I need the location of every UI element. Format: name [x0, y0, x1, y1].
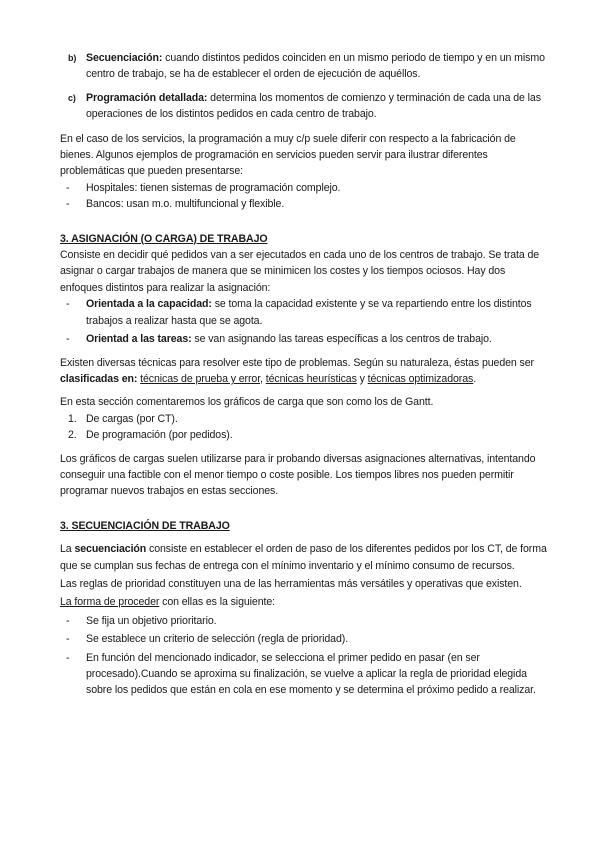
list-item: 1. De cargas (por CT).	[68, 412, 178, 425]
gantt-paragraph: En esta sección comentaremos los gráficos de carga que son como los de Gantt.	[60, 396, 434, 409]
list-item: - Se establece un criterio de selección (regla de prioridad).	[60, 631, 550, 647]
dash-marker: -	[66, 181, 70, 194]
technique-link: técnicas de prueba y error	[140, 372, 261, 385]
techniques-paragraph: Existen diversas técnicas para resolver este tipo de problemas. Según su naturaleza, éstas pueden ser clasificadas en: técnicas de prueba y error, técnicas heurísticas y técnicas optimizadoras.	[60, 356, 534, 385]
list-item	[60, 180, 550, 196]
technique-link: técnicas optimizadoras	[367, 372, 474, 385]
list-item-text: determina los momentos de comienzo y terminación de cada una de las operaciones de los distintos pedidos en cada centro de trabajo.	[86, 91, 541, 121]
section-heading-secuenciacion: 3. SECUENCIACIÓN DE TRABAJO	[60, 519, 230, 532]
list-item-b	[60, 50, 550, 83]
document-page	[60, 50, 550, 699]
list-item	[60, 296, 550, 329]
rules-paragraph: Las reglas de prioridad constituyen una de las herramientas más versátiles y operativas que existen.	[60, 577, 522, 590]
list-item-term: Orientada a la capacidad:	[86, 298, 212, 311]
list-item: - Se fija un objetivo prioritario.	[60, 613, 550, 629]
list-item-term: Orientad a las tareas:	[86, 333, 192, 346]
seq-intro: La secuenciación consiste en establecer el orden de paso de los diferentes pedidos por los CT, de forma que se cumplan sus fechas de entrega con el mínimo inventario y el mínimo consumo de recursos.	[60, 543, 547, 572]
list-item-text: Hospitales: tienen sistemas de programación complejo.	[86, 181, 341, 194]
list-item-text: Bancos: usan m.o. multifuncional y flexible.	[86, 198, 285, 211]
list-item-text: cuando distintos pedidos coinciden en un mismo periodo de tiempo y en un mismo centro de trabajo, se ha de establecer el orden de ejecución de aquéllos.	[86, 52, 545, 81]
list-item-text: se van asignando las tareas específicas a los centros de trabajo.	[191, 333, 492, 346]
form-paragraph: La forma de proceder con ellas es la siguiente:	[60, 596, 275, 609]
dash-marker: -	[66, 633, 70, 646]
dash-marker: -	[66, 614, 70, 627]
assign-intro: Consiste en decidir qué pedidos van a ser ejecutados en cada uno de los centros de trabajo. Se trata de asignar o cargar trabajos de manera que se minimicen los costes y los tiempos ociosos. Hay dos enfoques distintos para realizar la asignación:	[60, 249, 540, 294]
assign-closing: Los gráficos de cargas suelen utilizarse para ir probando diversas asignaciones alternativas, intentando conseguir una factible con el menor tiempo o coste posible. Los tiempos libres nos pueden permitir programar nuevos trabajos en estas secciones.	[60, 452, 536, 498]
section-heading-asignacion: 3. ASIGNACIÓN (O CARGA) DE TRABAJO	[60, 232, 268, 245]
dash-marker: -	[66, 298, 70, 311]
technique-link: técnicas heurísticas	[265, 372, 357, 385]
services-paragraph: En el caso de los servicios, la programación a muy c/p suele diferir con respecto a la fabricación de bienes. Algunos ejemplos de programación en servicios pueden servir para ilustrar diferentes problemáticas que pueden presentarse:	[60, 132, 516, 178]
list-item: 2. De programación (por pedidos).	[68, 429, 233, 442]
dash-marker: -	[66, 198, 70, 211]
term-programacion: Programación detallada:	[86, 91, 208, 104]
dash-marker: -	[66, 333, 70, 346]
dash-marker: -	[66, 651, 70, 664]
list-marker: c)	[68, 92, 76, 103]
list-item-c	[60, 90, 550, 123]
list-item	[60, 196, 550, 212]
term-secuenciacion: Secuenciación:	[86, 52, 163, 64]
list-item-text: se toma la capacidad existente y se va repartiendo entre los distintos trabajos a realizar hasta que se agota.	[86, 298, 532, 327]
list-marker: b)	[68, 53, 77, 63]
list-item: - En función del mencionado indicador, se selecciona el primer pedido en pasar (en ser procesado).Cuando se aproxima su finalización, se vuelve a aplicar la regla de prioridad elegida sobre los pedidos que están en cola en ese momento y se determina el próximo pedido a realizar.	[66, 651, 536, 697]
list-item	[60, 331, 550, 347]
